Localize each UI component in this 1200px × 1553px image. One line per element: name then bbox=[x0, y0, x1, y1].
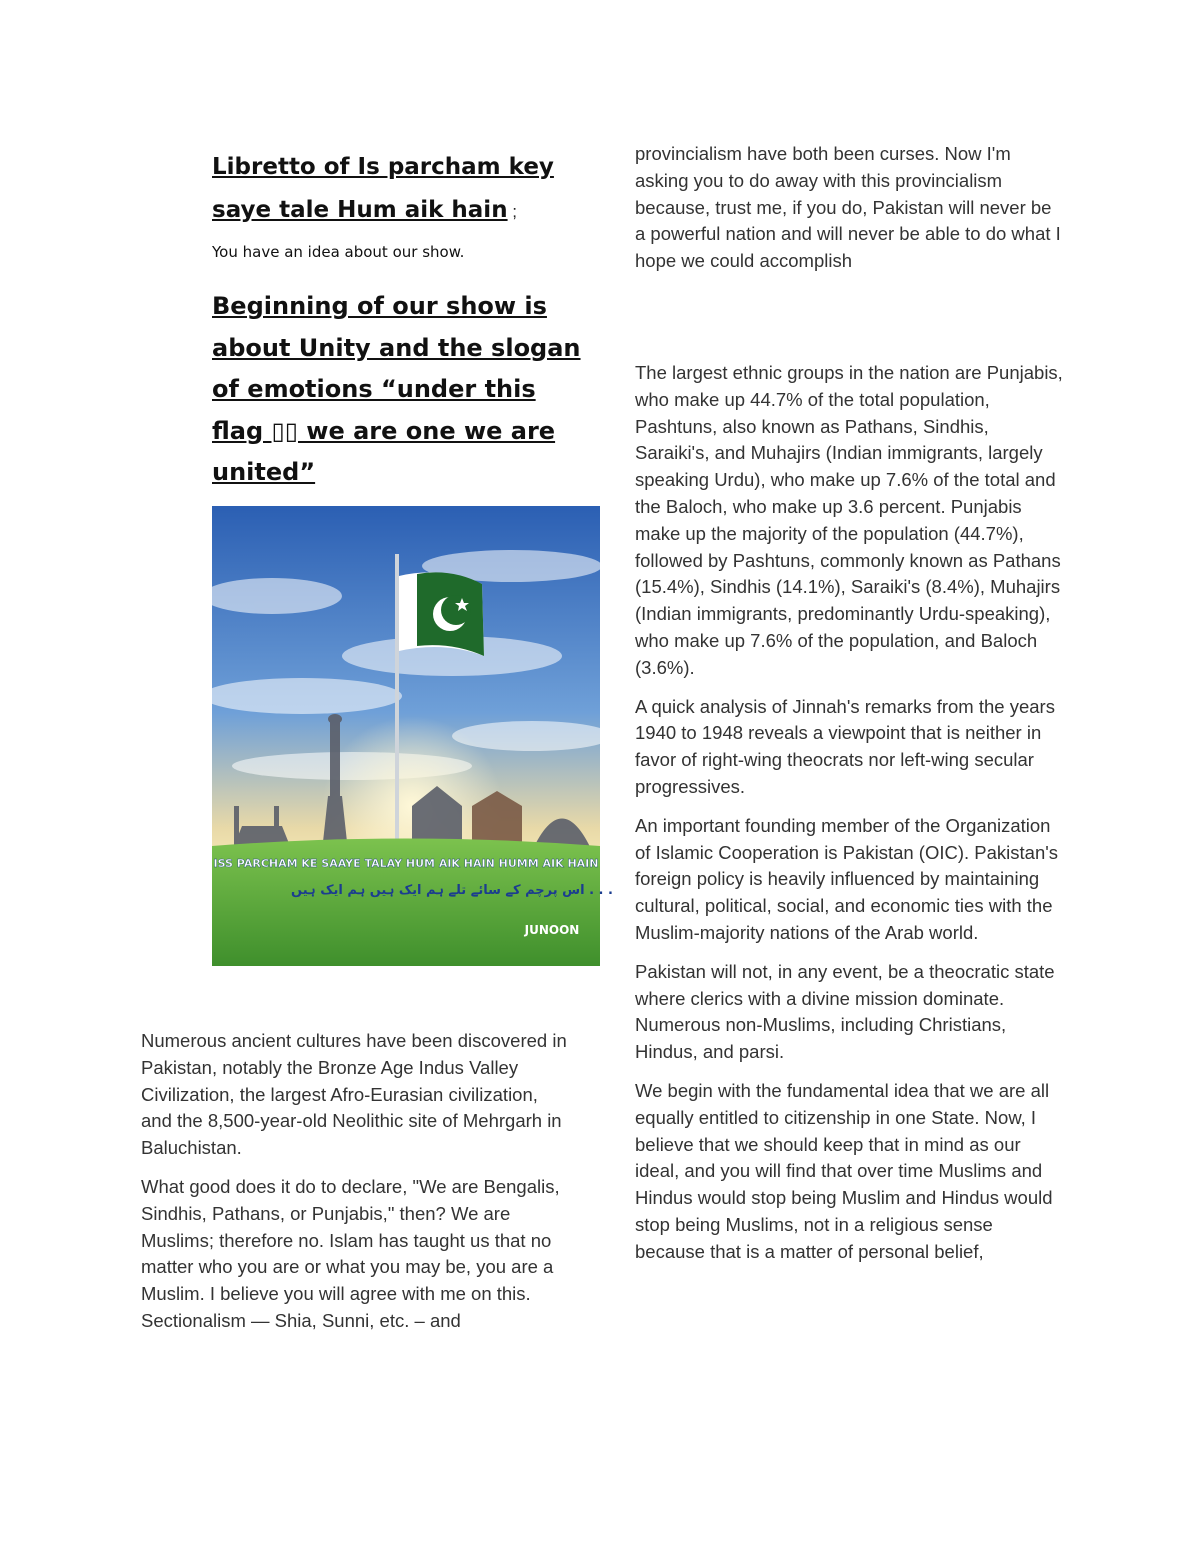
title-suffix: ; bbox=[507, 202, 518, 221]
document-title bbox=[212, 146, 592, 233]
right-paragraph-5: We begin with the fundamental idea that we are all equally entitled to citizenship in one State. Now, I believe that we should keep that in mind as our ideal, and you will find that over time Muslims and Hindus would stop being Muslim and Hindus would stop being Muslims, not in a religious sense because that is a matter of personal belief, bbox=[635, 1079, 1053, 1262]
right-column bbox=[635, 360, 1065, 1278]
poster-english-text: ISS PARCHAM KE SAAYE TALAY HUM AIK HAIN HUMM AIK HAIN bbox=[213, 857, 599, 870]
right-paragraph-4: Pakistan will not, in any event, be a theocratic state where clerics with a divine mission dominate. Numerous non-Muslims, including Christians, Hindus, and parsi. bbox=[635, 960, 1055, 1063]
section-heading: Beginning of our show is about Unity and the slogan of emotions “under this flag ▯▯ we are one we are united” bbox=[212, 292, 581, 486]
poster-image bbox=[212, 506, 613, 966]
right-paragraph-1: The largest ethnic groups in the nation are Punjabis, who make up 44.7% of the total population, Pashtuns, also known as Pathans, Sindhis, Saraiki's, and Muhajirs (Indian immigrants, largely speaking Urdu), who make up 7.6% of the total and the Baloch, who make up 3.6 percent. Punjabis make up the majority of the population (44.7%), followed by Pashtuns, commonly known as Pathans (15.4%), Sindhis (14.1%), Saraiki's (8.4%), Muhajirs (Indian immigrants, predominantly Urdu-speaking), who make up 7.6% of the population, and Baloch (3.6%). bbox=[635, 362, 1063, 678]
title-line-2: saye tale Hum aik hain bbox=[212, 197, 508, 223]
poster-urdu-text: اس پرچم کے سائے تلے ہم ایک ہیں ہم ایک ہیں . . . bbox=[291, 883, 613, 898]
flag-pole bbox=[395, 554, 399, 844]
title-line-1: Libretto of Is parcham key bbox=[212, 154, 554, 180]
subtitle: You have an idea about our show. bbox=[212, 243, 465, 261]
right-top-paragraph: provincialism have both been curses. Now I'm asking you to do away with this provincialism because, trust me, if you do, Pakistan will never be a powerful nation and will never be able to do what I hope we could accomplish bbox=[635, 143, 1061, 272]
left-paragraph-2: What good does it do to declare, "We are Bengalis, Sindhis, Pathans, or Punjabis," then? We are Muslims; therefore no. Islam has taught us that no matter who you are or what you may be, you are a Muslim. I believe you will agree with me on this. Sectionalism — Shia, Sunni, etc. – and bbox=[141, 1175, 560, 1331]
title-line-2-wrap bbox=[212, 188, 592, 233]
right-paragraph-3: An important founding member of the Organization of Islamic Cooperation is Pakistan (OIC). Pakistan's foreign policy is heavily influenced by maintaining cultural, political, social, and economic ties with the Muslim-majority nations of the Arab world. bbox=[635, 814, 1059, 943]
left-paragraph-1: Numerous ancient cultures have been discovered in Pakistan, notably the Bronze Age Indus Valley Civilization, the largest Afro-Eurasian civilization, and the 8,500-year-old Neolithic site of Mehrgarh in Baluchistan. bbox=[141, 1030, 567, 1159]
pakistan-flag bbox=[399, 572, 484, 656]
left-column bbox=[141, 1028, 571, 1347]
right-paragraph-2: A quick analysis of Jinnah's remarks from the years 1940 to 1948 reveals a viewpoint that is neither in favor of right-wing theocrats nor left-wing secular progressives. bbox=[635, 695, 1055, 797]
right-column-top bbox=[635, 141, 1065, 287]
poster-logo: JUNOON bbox=[524, 923, 580, 937]
